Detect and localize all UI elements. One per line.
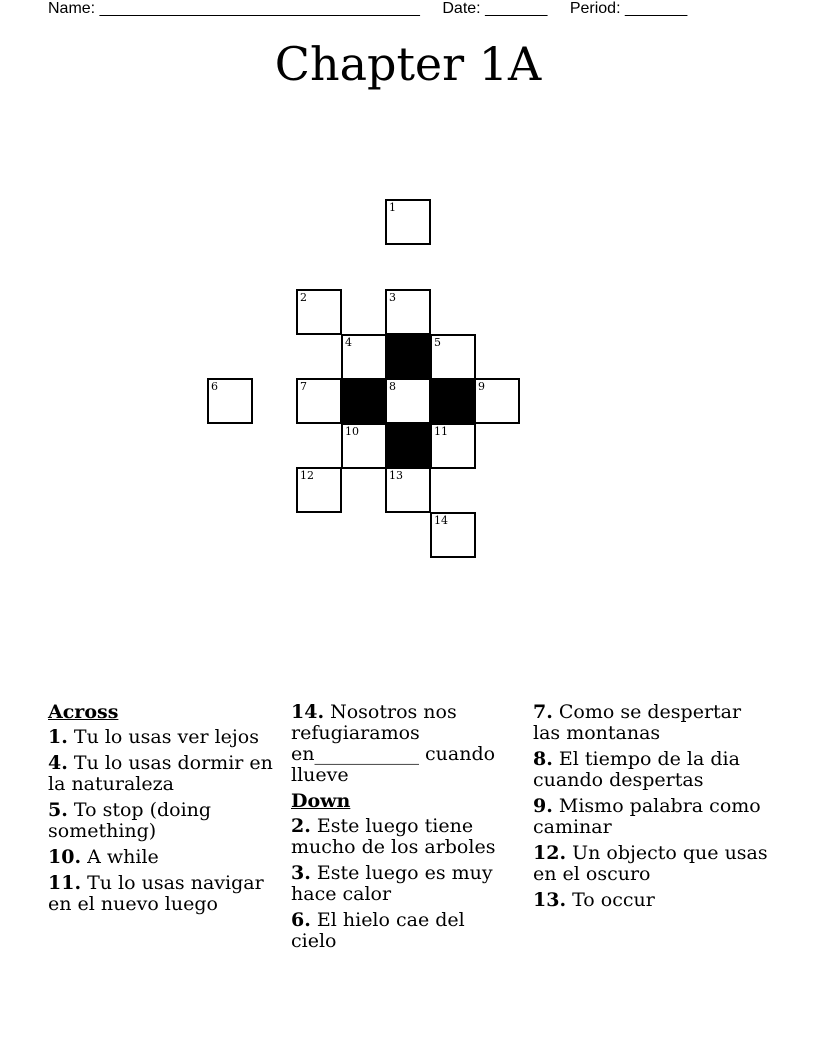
cell-number: 6 bbox=[211, 380, 218, 393]
clue-down-12 bbox=[533, 843, 773, 885]
period-field[interactable]: Period: _______ bbox=[569, 0, 688, 17]
clue-text: Nosotros nos refugiaramos en___________ cuando llueve bbox=[291, 701, 496, 786]
clue-text: Tu lo usas ver lejos bbox=[73, 726, 260, 748]
clue-down-9 bbox=[533, 796, 773, 838]
clue-text: Tu lo usas dormir en la naturaleza bbox=[48, 752, 273, 795]
clue-number: 14. bbox=[291, 701, 325, 723]
crossword-cell[interactable] bbox=[296, 378, 342, 424]
crossword-cell[interactable] bbox=[385, 289, 431, 335]
crossword-cell[interactable] bbox=[296, 289, 342, 335]
cell-number: 11 bbox=[434, 425, 448, 438]
date-field[interactable]: Date: _______ bbox=[442, 0, 548, 17]
crossword-cell[interactable] bbox=[430, 334, 476, 380]
cell-number: 1 bbox=[389, 201, 396, 214]
clue-number: 8. bbox=[533, 748, 553, 770]
crossword-cell[interactable] bbox=[341, 423, 387, 469]
crossword-cell[interactable] bbox=[385, 467, 431, 513]
clue-across-5 bbox=[48, 800, 273, 842]
clue-down-8 bbox=[533, 749, 773, 791]
cell-number: 5 bbox=[434, 336, 441, 349]
crossword-cell[interactable] bbox=[385, 378, 431, 424]
clue-across-10 bbox=[48, 847, 273, 868]
clue-number: 3. bbox=[291, 862, 311, 884]
clue-text: Este luego tiene mucho de los arboles bbox=[291, 815, 496, 858]
down-heading: Down bbox=[291, 790, 351, 812]
clue-number: 9. bbox=[533, 795, 553, 817]
crossword-cell[interactable] bbox=[430, 512, 476, 558]
clue-number: 2. bbox=[291, 815, 311, 837]
clue-across-11 bbox=[48, 873, 273, 915]
crossword-cell[interactable] bbox=[430, 423, 476, 469]
clues-column-2 bbox=[291, 702, 516, 957]
cell-number: 8 bbox=[389, 380, 396, 393]
clue-text: Mismo palabra como caminar bbox=[533, 795, 761, 838]
clue-down-6 bbox=[291, 910, 516, 952]
clue-number: 5. bbox=[48, 799, 68, 821]
clue-text: El tiempo de la dia cuando despertas bbox=[533, 748, 740, 791]
cell-number: 7 bbox=[300, 380, 307, 393]
clue-text: To occur bbox=[572, 889, 655, 911]
clue-number: 7. bbox=[533, 701, 553, 723]
clue-text: Tu lo usas navigar en el nuevo luego bbox=[48, 872, 264, 915]
cell-number: 3 bbox=[389, 291, 396, 304]
clue-text: Como se despertar las montanas bbox=[533, 701, 742, 744]
crossword-cell[interactable] bbox=[474, 378, 520, 424]
name-field[interactable]: Name: ____________________________________ bbox=[48, 0, 420, 17]
cell-number: 10 bbox=[345, 425, 359, 438]
clue-across-4 bbox=[48, 753, 273, 795]
cell-number: 2 bbox=[300, 291, 307, 304]
clue-number: 12. bbox=[533, 842, 567, 864]
clue-text: Este luego es muy hace calor bbox=[291, 862, 493, 905]
clues-column-1 bbox=[48, 702, 273, 920]
clue-number: 11. bbox=[48, 872, 82, 894]
clue-text: Un objecto que usas en el oscuro bbox=[533, 842, 768, 885]
clue-across-14 bbox=[291, 702, 516, 786]
cell-number: 13 bbox=[389, 469, 403, 482]
clues-column-3 bbox=[533, 702, 773, 916]
blocked-cell bbox=[430, 378, 476, 424]
clue-down-13 bbox=[533, 890, 773, 911]
crossword-cell[interactable] bbox=[207, 378, 253, 424]
clue-number: 1. bbox=[48, 726, 68, 748]
crossword-cell[interactable] bbox=[385, 199, 431, 245]
clue-across-1 bbox=[48, 727, 273, 748]
clue-down-7 bbox=[533, 702, 773, 744]
blocked-cell bbox=[385, 423, 431, 469]
cell-number: 12 bbox=[300, 469, 314, 482]
clue-number: 4. bbox=[48, 752, 68, 774]
clue-down-2 bbox=[291, 816, 516, 858]
clue-text: El hielo cae del cielo bbox=[291, 909, 465, 952]
clue-down-3 bbox=[291, 863, 516, 905]
crossword-cell[interactable] bbox=[341, 334, 387, 380]
clue-text: To stop (doing something) bbox=[48, 799, 212, 842]
clue-number: 6. bbox=[291, 909, 311, 931]
blocked-cell bbox=[385, 334, 431, 380]
cell-number: 9 bbox=[478, 380, 485, 393]
clue-number: 13. bbox=[533, 889, 567, 911]
cell-number: 4 bbox=[345, 336, 352, 349]
clue-number: 10. bbox=[48, 846, 82, 868]
crossword-cell[interactable] bbox=[296, 467, 342, 513]
blocked-cell bbox=[341, 378, 387, 424]
cell-number: 14 bbox=[434, 514, 448, 527]
clue-text: A while bbox=[87, 846, 159, 868]
page-title: Chapter 1A bbox=[274, 37, 542, 91]
across-heading: Across bbox=[48, 701, 119, 723]
